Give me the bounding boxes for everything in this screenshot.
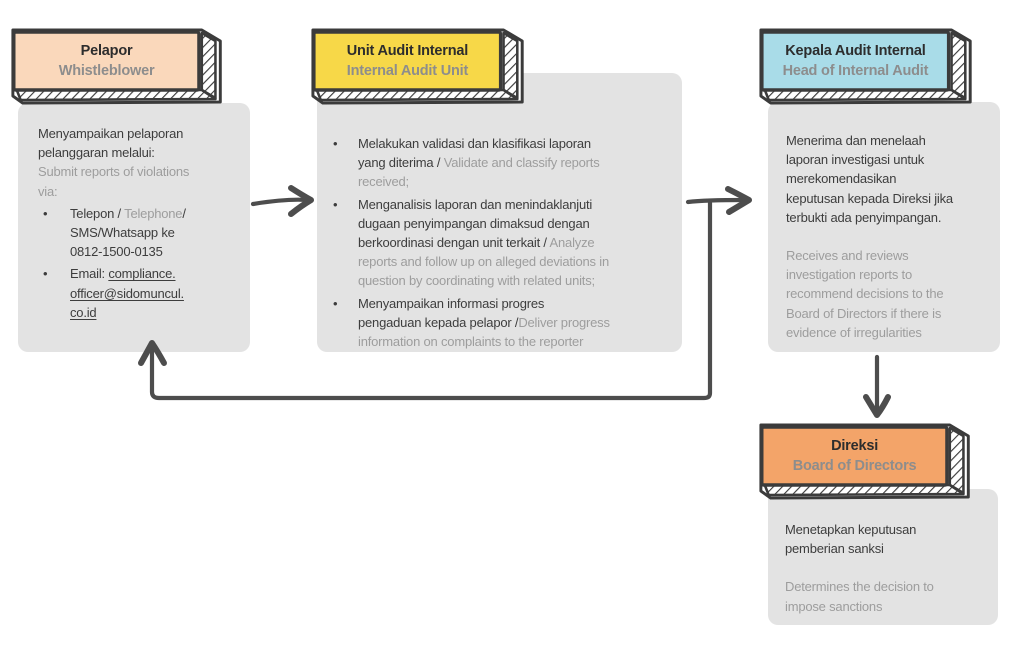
text-run: merekomendasikan: [786, 171, 897, 187]
text-run: evidence of irregularities: [786, 324, 922, 340]
node-header-kepala-audit-internal: [756, 26, 982, 116]
text-run: pemberian sanksi: [785, 541, 884, 557]
text-run: 0812-1500-0135: [70, 244, 163, 260]
text-run: yang diterima /: [358, 155, 444, 171]
text-run: question by coordinating with related units;: [358, 273, 595, 289]
node-body-pelapor: [18, 103, 250, 352]
bullet-marker: •: [333, 196, 338, 212]
text-run: Determines the decision to: [785, 579, 934, 595]
paragraph: [785, 520, 986, 558]
email-link[interactable]: compliance.: [108, 266, 176, 282]
text-run: Validate and classify reports: [443, 155, 600, 171]
email-link[interactable]: co.id: [70, 304, 97, 320]
text-run: via:: [38, 183, 58, 199]
node-subtitle: Internal Audit Unit: [346, 63, 469, 80]
text-run: Menerima dan menelaah: [786, 133, 926, 148]
node-header-pelapor: [8, 26, 232, 116]
node-subtitle: Head of Internal Audit: [782, 63, 929, 80]
text-run: recommend decisions to the: [786, 286, 944, 302]
paragraph: [38, 124, 236, 201]
list-item: [333, 195, 670, 291]
arrow-unit-to-kepala: [688, 189, 749, 212]
arrow-pelapor-to-unit: [253, 188, 311, 214]
bullet-marker: •: [333, 295, 338, 311]
list-item: [38, 204, 236, 262]
text-run: Melakukan validasi dan klasifikasi laporan: [358, 136, 591, 151]
text-run: /: [182, 205, 186, 221]
text-run: Receives and reviews: [786, 248, 909, 264]
list-item-text: [358, 294, 670, 352]
bullet-marker: •: [43, 266, 48, 282]
text-run: terbukti ada penyimpangan.: [786, 209, 942, 225]
text-run: Menyampaikan informasi progres: [358, 295, 545, 311]
text-run: impose sanctions: [785, 598, 883, 614]
text-run: Board of Directors if there is: [786, 305, 942, 321]
bullet-marker: •: [43, 205, 48, 221]
text-run: Email:: [70, 266, 109, 282]
text-run: Menyampaikan pelaporan: [38, 126, 184, 141]
list-item-text: [70, 264, 236, 322]
text-run: keputusan kepada Direksi jika: [786, 190, 953, 206]
text-run: information on complaints to the reporter: [358, 334, 584, 350]
node-subtitle: Board of Directors: [792, 458, 917, 475]
text-run: Telepon /: [70, 205, 125, 221]
node-title: Kepala Audit Internal: [785, 43, 926, 60]
text-run: Menganalisis laporan dan menindaklanjuti: [358, 196, 593, 212]
text-run: laporan investigasi untuk: [786, 152, 925, 168]
text-run: reports and follow up on alleged deviations in: [358, 254, 609, 270]
list-item: [333, 294, 670, 352]
email-link[interactable]: officer@sidomuncul.: [70, 285, 184, 301]
node-header-direksi: [756, 421, 980, 511]
node-subtitle: Whistleblower: [58, 63, 155, 80]
bullet-marker: •: [333, 136, 338, 151]
text-run: received;: [358, 174, 409, 190]
text-run: pelanggaran melalui:: [38, 145, 155, 161]
list-item-text: [358, 134, 670, 192]
arrow-kepala-to-direksi: [866, 357, 888, 415]
paragraph: [786, 246, 986, 342]
list-item: [333, 134, 670, 192]
text-run: SMS/Whatsapp ke: [70, 225, 175, 241]
text-run: Analyze: [549, 235, 595, 251]
node-body-kepala-audit-internal: [768, 102, 1000, 352]
list-item-text: [358, 195, 670, 291]
text-run: berkoordinasi dengan unit terkait /: [358, 235, 550, 251]
list-item-text: [70, 204, 236, 262]
node-header-unit-audit-internal: [308, 26, 534, 116]
text-run: Menetapkan keputusan: [785, 522, 917, 537]
paragraph: [785, 577, 986, 615]
text-run: Submit reports of violations: [38, 164, 190, 180]
text-run: Deliver progress: [518, 314, 610, 330]
node-title: Direksi: [831, 438, 879, 455]
list-item: [38, 264, 236, 322]
text-run: dugaan penyimpangan dimaksud dengan: [358, 215, 590, 231]
node-title: Pelapor: [80, 43, 133, 60]
node-title: Unit Audit Internal: [346, 43, 469, 60]
text-run: Telephone: [124, 205, 183, 221]
text-run: pengaduan kepada pelapor /: [358, 314, 519, 330]
text-run: investigation reports to: [786, 267, 912, 283]
paragraph: [786, 131, 986, 227]
